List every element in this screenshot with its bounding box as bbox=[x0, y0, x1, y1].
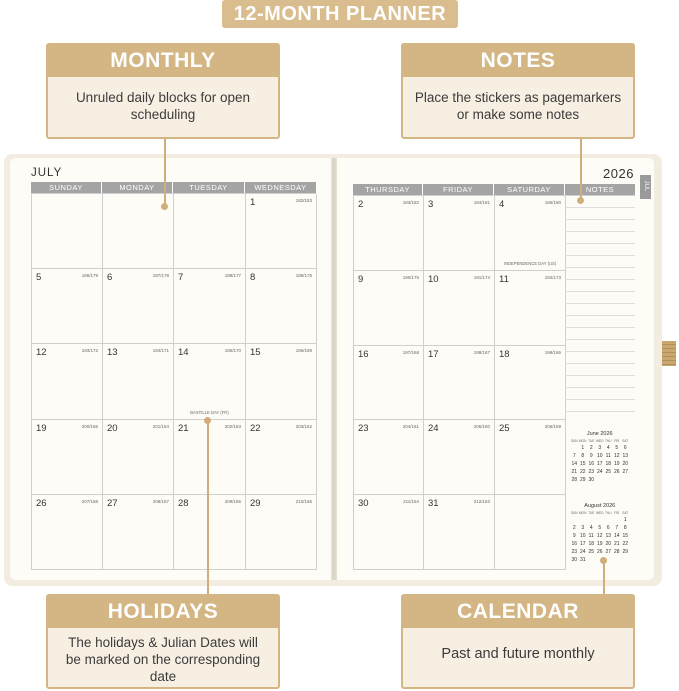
left-day-cell[interactable] bbox=[246, 420, 317, 495]
mini-calendar-day: 22 bbox=[622, 541, 629, 547]
mini-calendar-day: 15 bbox=[579, 461, 586, 467]
julian-date: 208/157 bbox=[152, 498, 169, 504]
mini-calendar-day: 30 bbox=[588, 477, 595, 483]
julian-date: 195/170 bbox=[224, 348, 241, 354]
month-label: JULY bbox=[31, 167, 63, 179]
day-number: 9 bbox=[358, 273, 364, 285]
julian-date: 197/168 bbox=[402, 349, 419, 355]
calendar-connector-dot bbox=[600, 557, 607, 564]
notes-lines bbox=[565, 196, 635, 419]
mini-calendar-day: 27 bbox=[605, 549, 612, 555]
mini-calendar-weekday: MON bbox=[579, 511, 587, 515]
mini-calendar-day: 13 bbox=[622, 453, 629, 459]
mini-calendar-day: 12 bbox=[596, 533, 603, 539]
left-day-cell[interactable] bbox=[103, 420, 174, 495]
julian-date: 193/172 bbox=[81, 348, 98, 354]
holidays-heading: HOLIDAYS bbox=[48, 596, 278, 628]
mini-calendar-day: 25 bbox=[605, 469, 612, 475]
mini-calendar-day: 23 bbox=[588, 469, 595, 475]
calendar-heading: CALENDAR bbox=[403, 596, 633, 628]
mini-calendar-day bbox=[587, 557, 596, 563]
julian-date: 196/169 bbox=[295, 348, 312, 354]
right-day-cell[interactable] bbox=[424, 271, 495, 346]
left-day-header bbox=[31, 182, 316, 193]
day-header-sunday: SUNDAY bbox=[31, 182, 102, 193]
right-day-cell[interactable] bbox=[354, 271, 424, 346]
mini-calendar-day: 28 bbox=[571, 477, 578, 483]
mini-calendar-day: 3 bbox=[598, 445, 602, 451]
mini-calendar-day: 31 bbox=[579, 557, 586, 563]
julian-date: 200/165 bbox=[81, 423, 98, 429]
left-day-cell[interactable] bbox=[32, 495, 103, 570]
day-number: 17 bbox=[428, 348, 439, 360]
planner-spine bbox=[331, 158, 337, 580]
mini-calendar-day bbox=[604, 517, 613, 523]
julian-date: 189/176 bbox=[295, 273, 312, 279]
mini-calendar-day: 8 bbox=[581, 453, 585, 459]
monthly-text: Unruled daily blocks for open scheduling bbox=[75, 90, 251, 122]
mini-calendar-weekday: TUE bbox=[588, 439, 595, 443]
day-header-friday: FRIDAY bbox=[423, 184, 494, 195]
mini-calendar-weekday: TUE bbox=[588, 511, 595, 515]
julian-date: 212/153 bbox=[473, 499, 490, 505]
notes-connector bbox=[580, 139, 582, 200]
left-day-cell[interactable] bbox=[32, 344, 103, 419]
calendar-text: Past and future monthly bbox=[441, 646, 595, 662]
mini-calendar-day: 22 bbox=[579, 469, 586, 475]
julian-date: 211/154 bbox=[403, 499, 419, 505]
day-number: 31 bbox=[428, 498, 439, 510]
julian-date: 192/173 bbox=[544, 274, 561, 280]
left-calendar-grid bbox=[31, 193, 316, 570]
mini-calendar-weekday: THU bbox=[604, 439, 612, 443]
left-day-cell[interactable] bbox=[103, 269, 174, 344]
mini-calendar-grid bbox=[570, 439, 630, 483]
mini-calendar-day bbox=[604, 477, 613, 483]
day-number: 26 bbox=[36, 497, 47, 509]
left-day-cell[interactable] bbox=[103, 344, 174, 419]
mini-calendar-day: 18 bbox=[588, 541, 595, 547]
mini-calendar-day: 15 bbox=[622, 533, 629, 539]
holiday-label: BASTILLE DAY (FR) bbox=[190, 409, 229, 415]
mini-calendar-day: 4 bbox=[606, 445, 610, 451]
day-number: 23 bbox=[358, 423, 369, 435]
calendar-connector bbox=[603, 560, 605, 594]
julian-date: 182/183 bbox=[295, 198, 312, 203]
mini-calendar-day: 9 bbox=[589, 453, 593, 459]
day-number: 13 bbox=[107, 347, 118, 359]
julian-date: 185/180 bbox=[544, 200, 561, 205]
left-day-cell[interactable] bbox=[174, 495, 246, 570]
mini-calendar-day: 17 bbox=[579, 541, 586, 547]
mini-calendar-day: 2 bbox=[589, 445, 593, 451]
left-day-cell[interactable] bbox=[246, 269, 317, 344]
mini-calendar-day: 24 bbox=[579, 549, 586, 555]
holidays-connector-dot bbox=[204, 417, 211, 424]
mini-calendar-day: 30 bbox=[571, 557, 578, 563]
julian-date: 209/156 bbox=[224, 498, 241, 504]
right-day-cell[interactable] bbox=[354, 196, 424, 271]
monthly-connector-dot bbox=[161, 203, 168, 210]
day-number: 14 bbox=[178, 347, 189, 359]
julian-date: 194/171 bbox=[152, 348, 169, 354]
mini-calendar-weekday: SAT bbox=[622, 439, 629, 443]
mini-calendar-weekday: WED bbox=[596, 511, 604, 515]
julian-date: 190/175 bbox=[402, 274, 419, 280]
monthly-callout bbox=[46, 43, 280, 139]
mini-calendar-weekday: MON bbox=[579, 439, 587, 443]
day-number: 28 bbox=[178, 497, 189, 509]
notes-header bbox=[565, 184, 635, 195]
holidays-callout bbox=[46, 594, 280, 689]
day-number: 7 bbox=[178, 272, 184, 284]
holiday-label: INDEPENDENCE DAY (US) bbox=[503, 260, 557, 266]
right-day-cell[interactable] bbox=[424, 420, 495, 495]
notes-callout bbox=[401, 43, 635, 139]
day-header-thursday: THURSDAY bbox=[353, 184, 423, 195]
julian-date: 186/179 bbox=[81, 273, 98, 279]
mini-calendar-june bbox=[570, 431, 630, 483]
mini-calendar-day: 25 bbox=[588, 549, 595, 555]
mini-calendar-day: 26 bbox=[613, 469, 620, 475]
right-day-cell[interactable] bbox=[354, 346, 424, 421]
right-day-cell[interactable] bbox=[495, 420, 566, 495]
mini-calendar-day bbox=[621, 477, 630, 483]
julian-date: 201/164 bbox=[152, 423, 169, 429]
mini-calendar-title: June 2026 bbox=[586, 431, 613, 437]
mini-calendar-day: 29 bbox=[579, 477, 586, 483]
mini-calendar-weekday: SUN bbox=[570, 511, 578, 515]
mini-calendar-day: 29 bbox=[622, 549, 629, 555]
day-number: 19 bbox=[36, 422, 47, 434]
mini-calendar-day bbox=[596, 477, 605, 483]
mini-calendar-weekday: THU bbox=[604, 511, 612, 515]
mini-calendar-day: 26 bbox=[596, 549, 603, 555]
mini-calendar-weekday: FRI bbox=[614, 511, 620, 515]
day-number: 21 bbox=[178, 422, 189, 434]
mini-calendar-day: 7 bbox=[615, 525, 619, 531]
day-header-monday: MONDAY bbox=[102, 182, 173, 193]
mini-calendar-day: 18 bbox=[605, 461, 612, 467]
day-number: 30 bbox=[358, 498, 369, 510]
mini-calendar-day: 16 bbox=[588, 461, 595, 467]
mini-calendar-day: 27 bbox=[622, 469, 629, 475]
julian-date: 198/167 bbox=[473, 349, 490, 355]
mini-calendar-day bbox=[579, 517, 588, 523]
mini-calendar-day: 19 bbox=[596, 541, 603, 547]
mini-calendar-day bbox=[621, 557, 630, 563]
mini-calendar-day: 6 bbox=[606, 525, 610, 531]
day-number: 20 bbox=[107, 422, 118, 434]
right-day-cell[interactable] bbox=[424, 346, 495, 421]
holidays-text: The holidays & Julian Dates will be marked on the corresponding date bbox=[65, 635, 261, 684]
right-day-cell[interactable] bbox=[424, 196, 495, 271]
left-day-cell[interactable] bbox=[174, 194, 246, 269]
mini-calendar-day bbox=[613, 477, 622, 483]
calendar-callout bbox=[401, 594, 635, 689]
mini-calendar-day: 21 bbox=[571, 469, 578, 475]
julian-date: 199/166 bbox=[544, 349, 561, 355]
right-day-cell[interactable] bbox=[495, 495, 566, 570]
day-number: 29 bbox=[250, 497, 261, 509]
left-day-cell[interactable] bbox=[103, 495, 174, 570]
mini-calendar-weekday: WED bbox=[596, 439, 604, 443]
mini-calendar-day: 10 bbox=[579, 533, 586, 539]
day-number: 1 bbox=[250, 197, 256, 208]
right-day-cell[interactable] bbox=[354, 420, 424, 495]
mini-calendar-day: 3 bbox=[581, 525, 585, 531]
year-label: 2026 bbox=[603, 166, 634, 181]
notes-connector-dot bbox=[577, 197, 584, 204]
left-day-cell[interactable] bbox=[246, 194, 317, 269]
julian-date: 204/161 bbox=[402, 424, 419, 430]
mini-calendar-weekday: FRI bbox=[614, 439, 620, 443]
mini-calendar-day bbox=[570, 517, 579, 523]
mini-calendar-day: 20 bbox=[605, 541, 612, 547]
mini-calendar-weekday: SAT bbox=[622, 511, 629, 515]
mini-calendar-day: 6 bbox=[623, 445, 627, 451]
day-number: 25 bbox=[499, 423, 510, 435]
day-header-wednesday: WEDNESDAY bbox=[245, 182, 316, 193]
mini-calendar-day: 8 bbox=[623, 525, 627, 531]
julian-date: 206/159 bbox=[544, 424, 561, 430]
day-number: 18 bbox=[499, 348, 510, 360]
mini-calendar-day: 17 bbox=[596, 461, 603, 467]
mini-calendar-day: 12 bbox=[613, 453, 620, 459]
julian-date: 187/178 bbox=[152, 273, 169, 279]
day-number: 27 bbox=[107, 497, 118, 509]
mini-calendar-day: 20 bbox=[622, 461, 629, 467]
mini-calendar-day: 2 bbox=[572, 525, 576, 531]
mini-calendar-day bbox=[613, 517, 622, 523]
day-number: 15 bbox=[250, 347, 261, 359]
day-number: 10 bbox=[428, 273, 439, 285]
mini-calendar-day: 23 bbox=[571, 549, 578, 555]
julian-date: 205/160 bbox=[473, 424, 490, 430]
day-number: 11 bbox=[499, 273, 509, 285]
mini-calendar-day: 11 bbox=[605, 453, 611, 459]
julian-date: 188/177 bbox=[224, 273, 241, 279]
month-tab-label: JUL bbox=[643, 180, 649, 192]
julian-date: 191/174 bbox=[473, 274, 490, 280]
mini-calendar-day bbox=[570, 445, 579, 451]
mini-calendar-day: 11 bbox=[588, 533, 594, 539]
holidays-connector bbox=[207, 420, 209, 594]
mini-calendar-day: 5 bbox=[598, 525, 602, 531]
left-day-cell[interactable] bbox=[174, 420, 246, 495]
bookmark-ribbon[interactable] bbox=[662, 341, 676, 366]
left-day-cell[interactable] bbox=[174, 344, 246, 419]
monthly-connector bbox=[164, 139, 166, 206]
day-number: 12 bbox=[36, 347, 47, 359]
julian-date: 183/182 bbox=[402, 200, 419, 205]
mini-calendar-day: 24 bbox=[596, 469, 603, 475]
right-day-cell[interactable] bbox=[354, 495, 424, 570]
mini-calendar-day bbox=[596, 517, 605, 523]
mini-calendar-title: August 2026 bbox=[584, 503, 616, 509]
julian-date: 210/155 bbox=[295, 498, 312, 504]
mini-calendar-day: 5 bbox=[615, 445, 619, 451]
monthly-heading: MONTHLY bbox=[48, 45, 278, 77]
day-number: 8 bbox=[250, 272, 256, 284]
notes-text: Place the stickers as pagemarkers or make some notes bbox=[414, 90, 622, 122]
day-number: 6 bbox=[107, 272, 113, 284]
mini-calendar-day: 7 bbox=[572, 453, 576, 459]
day-header-saturday: SATURDAY bbox=[494, 184, 564, 195]
day-number: 24 bbox=[428, 423, 439, 435]
mini-calendar-august bbox=[570, 503, 630, 563]
notes-heading: NOTES bbox=[403, 45, 633, 77]
right-day-cell[interactable] bbox=[495, 346, 566, 421]
mini-calendar-grid bbox=[570, 511, 630, 563]
right-calendar-grid bbox=[353, 195, 565, 570]
mini-calendar-day: 14 bbox=[613, 533, 620, 539]
day-header-tuesday: TUESDAY bbox=[173, 182, 245, 193]
julian-date: 203/162 bbox=[295, 423, 312, 429]
right-day-cell[interactable] bbox=[424, 495, 495, 570]
mini-calendar-day: 21 bbox=[613, 541, 620, 547]
month-tab[interactable] bbox=[640, 175, 651, 199]
left-day-cell[interactable] bbox=[174, 269, 246, 344]
mini-calendar-day: 9 bbox=[572, 533, 576, 539]
left-day-cell[interactable] bbox=[246, 495, 317, 570]
mini-calendar-day bbox=[613, 557, 622, 563]
left-day-cell[interactable] bbox=[32, 194, 103, 269]
day-number: 4 bbox=[499, 199, 505, 210]
day-number: 22 bbox=[250, 422, 261, 434]
mini-calendar-day: 14 bbox=[571, 461, 578, 467]
day-number: 2 bbox=[358, 199, 364, 210]
mini-calendar-day bbox=[587, 517, 596, 523]
mini-calendar-day: 19 bbox=[613, 461, 620, 467]
mini-calendar-weekday: SUN bbox=[570, 439, 578, 443]
julian-date: 202/163 bbox=[224, 423, 241, 429]
mini-calendar-day: 4 bbox=[589, 525, 593, 531]
mini-calendar-day: 10 bbox=[596, 453, 603, 459]
right-day-cell[interactable] bbox=[495, 196, 566, 271]
left-day-cell[interactable] bbox=[246, 344, 317, 419]
left-day-cell[interactable] bbox=[32, 269, 103, 344]
day-number: 16 bbox=[358, 348, 369, 360]
notes-label: NOTES bbox=[565, 184, 635, 195]
julian-date: 184/181 bbox=[473, 200, 490, 205]
day-number: 5 bbox=[36, 272, 42, 284]
title-banner: 12-MONTH PLANNER bbox=[222, 0, 458, 28]
mini-calendar-day: 28 bbox=[613, 549, 620, 555]
left-day-cell[interactable] bbox=[32, 420, 103, 495]
julian-date: 207/158 bbox=[81, 498, 98, 504]
mini-calendar-day: 1 bbox=[581, 445, 585, 451]
mini-calendar-day: 16 bbox=[571, 541, 578, 547]
right-day-header bbox=[353, 184, 564, 195]
mini-calendar-day: 13 bbox=[605, 533, 612, 539]
day-number: 3 bbox=[428, 199, 434, 210]
right-day-cell[interactable] bbox=[495, 271, 566, 346]
mini-calendar-day: 1 bbox=[623, 517, 627, 523]
